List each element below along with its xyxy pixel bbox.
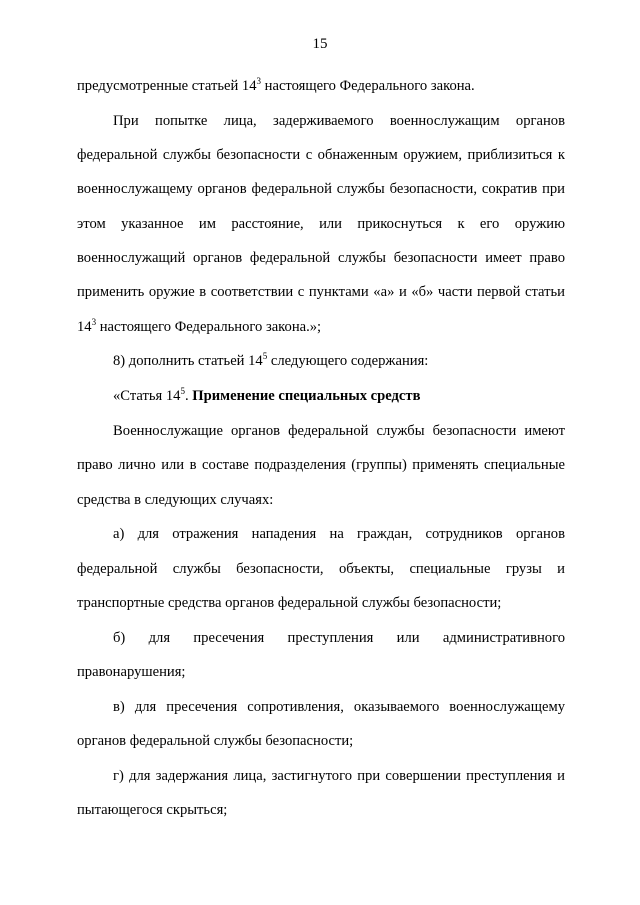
text-run: настоящего Федерального закона.»; [96, 318, 322, 335]
superscript: 5 [180, 386, 185, 397]
list-item-b: б) для пресечения преступления или административного правонарушения; [77, 629, 565, 681]
text-run: настоящего Федерального закона. [261, 78, 475, 94]
article-heading [77, 379, 565, 413]
paragraph-weapon-use [77, 104, 565, 344]
list-item-v: в) для пресечения сопротивления, оказываемого военнослужащему органов федеральной службы безопасности; [77, 698, 565, 750]
page-number: 15 [312, 36, 328, 52]
text-run: предусмотренные статьей 14 [77, 78, 257, 94]
paragraph-special-means: Военнослужащие органов федеральной службы безопасности имеют право лично или в составе подразделения (группы) применять специальные средства в следующих случаях: [77, 422, 565, 508]
superscript: 5 [262, 351, 268, 362]
document-body [77, 69, 565, 828]
text-run: следующего содержания: [267, 353, 429, 370]
list-item-a: а) для отражения нападения на граждан, сотрудников органов федеральной службы безопасности, объекты, специальные грузы и транспортные средства органов федеральной службы безопасности; [77, 526, 565, 611]
text-run: 8) дополнить статьей 14 [113, 353, 263, 370]
paragraph-amendment-8 [77, 344, 565, 378]
text-run: «Статья 14 [113, 388, 181, 405]
superscript: 3 [256, 76, 262, 86]
list-item-g: г) для задержания лица, застигнутого при совершении преступления и пытающегося скрыться; [77, 767, 565, 819]
paragraph-continuation [77, 69, 565, 103]
article-title: Применение специальных средств [192, 388, 421, 405]
text-run: . [184, 388, 193, 405]
superscript: 3 [91, 316, 97, 327]
text-run: При попытке лица, задерживаемого военнослужащим органов федеральной службы безопасности с обнаженным оружием, приблизиться к военнослужащему органов федеральной службы безопасности, сократив при этом указанное им расстояние, или прикоснуться к его оружию военнослужащий органов федеральной службы безопасности имеет право применить оружие в соответствии с пунктами «а» и «б» части первой статьи 14 [77, 112, 565, 335]
